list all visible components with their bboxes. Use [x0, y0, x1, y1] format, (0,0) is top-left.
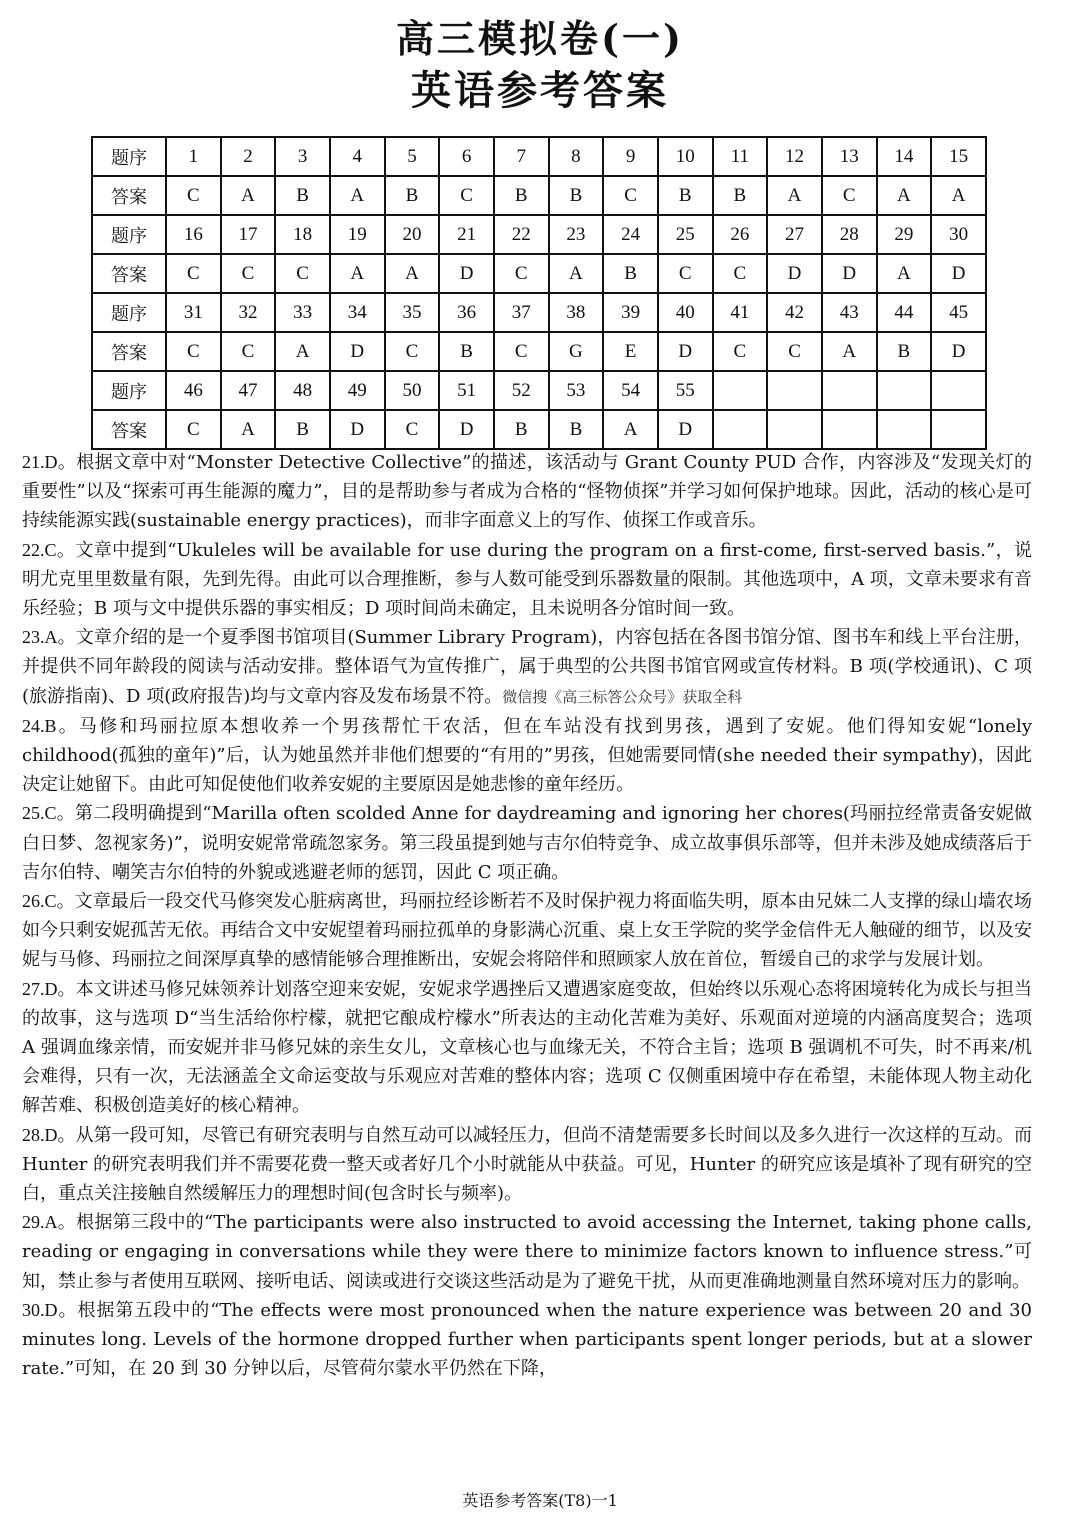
explanation-number: 21.D。	[22, 452, 77, 472]
answer-cell: A	[330, 254, 385, 293]
question-number-cell	[931, 371, 986, 410]
question-number-cell: 49	[330, 371, 385, 410]
question-number-cell: 29	[877, 215, 932, 254]
answer-cell: D	[439, 410, 494, 449]
explanation-item	[22, 887, 1032, 975]
explanation-number: 22.C。	[22, 539, 76, 560]
question-number-cell: 51	[439, 371, 494, 410]
question-number-row	[92, 215, 986, 254]
explanation-number: 23.A。	[22, 627, 76, 648]
answer-row-label: 答案	[92, 410, 166, 449]
explanation-item	[22, 536, 1032, 624]
answer-cell: C	[385, 410, 440, 449]
answer-cell: D	[931, 332, 986, 371]
question-number-cell: 11	[713, 137, 768, 176]
explanation-text: 文章中提到“Ukuleles will be available for use during the program on a first-come, first-served basis.”，说明尤克里里数量有限，先到先得。由此可以合理推断，参与人数可能受到乐器数量的限制。其他选项中，A 项，文章未要求有音乐经验；B 项与文中提供乐器的事实相反；D 项时间尚未确定，且未说明各分馆时间一致。	[22, 539, 1032, 620]
answer-cell: D	[767, 254, 822, 293]
question-row-label: 题序	[92, 293, 166, 332]
title-block	[0, 0, 1080, 118]
question-number-cell: 41	[713, 293, 768, 332]
question-number-cell: 3	[275, 137, 330, 176]
answer-cell: C	[603, 176, 658, 215]
answer-cell: C	[494, 332, 549, 371]
question-number-cell: 2	[221, 137, 276, 176]
explanation-text: 根据第五段中的“The effects were most pronounced when the nature experience was between 20 and 30 minutes long. Levels of the hormone dropped further when participants spent longer periods, but at a slower rate.”可知，在 20 到 30 分钟以后，尽管荷尔蒙水平仍然在下降，	[22, 1299, 1032, 1380]
page-subtitle: 英语参考答案	[411, 67, 669, 114]
question-number-cell: 8	[549, 137, 604, 176]
answer-cell: D	[439, 254, 494, 293]
explanation-item	[22, 799, 1032, 887]
explanation-number: 30.D。	[22, 1299, 78, 1320]
answer-cell: A	[877, 254, 932, 293]
question-number-cell: 1	[166, 137, 221, 176]
answer-cell: A	[221, 410, 276, 449]
answer-cell: C	[221, 254, 276, 293]
answer-cell: C	[658, 254, 713, 293]
answer-cell: C	[166, 254, 221, 293]
question-number-cell: 31	[166, 293, 221, 332]
answer-cell	[713, 410, 768, 449]
question-number-cell: 35	[385, 293, 440, 332]
answer-cell: G	[549, 332, 604, 371]
explanation-text: 本文讲述马修兄妹领养计划落空迎来安妮，安妮求学遇挫后又遭遇家庭变故，但始终以乐观心态将困境转化为成长与担当的故事，这与选项 D“当生活给你柠檬，就把它酿成柠檬水”所表达的主动化苦难为美好、乐观面对逆境的内涵高度契合；选项 A 强调血缘亲情，而安妮并非马修兄妹的亲生女儿，文章核心也与血缘无关，不符合主旨；选项 B 强调机不可失，时不再来/机会难得，只有一次，无法涵盖全文命运变故与乐观应对苦难的整体内容；选项 C 仅侧重困境中存在希望，未能体现人物主动化解苦难、积极创造美好的核心精神。	[22, 978, 1032, 1117]
answer-cell: B	[385, 176, 440, 215]
question-number-cell: 22	[494, 215, 549, 254]
question-number-cell: 40	[658, 293, 713, 332]
question-number-cell: 7	[494, 137, 549, 176]
question-number-cell: 34	[330, 293, 385, 332]
answer-row-label: 答案	[92, 176, 166, 215]
question-number-cell: 12	[767, 137, 822, 176]
question-number-cell: 15	[931, 137, 986, 176]
answer-cell: B	[494, 176, 549, 215]
question-number-cell: 52	[494, 371, 549, 410]
answer-cell: B	[658, 176, 713, 215]
explanation-text: 根据第三段中的“The participants were also instructed to avoid accessing the Internet, taking phone calls, reading or engaging in conversations while they were there to minimize factors known to influence stress.”可知，禁止参与者使用互联网、接听电话、阅读或进行交谈这些活动是为了避免干扰，从而更准确地测量自然环境对压力的影响。	[22, 1212, 1032, 1292]
question-number-cell: 37	[494, 293, 549, 332]
question-number-cell: 42	[767, 293, 822, 332]
explanation-number: 24.B。	[22, 715, 79, 736]
explanation-number: 29.A。	[22, 1212, 77, 1233]
answer-cell: C	[494, 254, 549, 293]
explanation-item	[22, 712, 1032, 800]
question-number-cell: 30	[931, 215, 986, 254]
answer-row	[92, 410, 986, 449]
answer-cell: B	[275, 410, 330, 449]
explanation-number: 26.C。	[22, 891, 75, 912]
question-number-cell: 53	[549, 371, 604, 410]
answer-cell: D	[822, 254, 877, 293]
explanation-item	[22, 1121, 1032, 1209]
answer-cell: A	[603, 410, 658, 449]
answer-table	[91, 136, 987, 450]
question-number-cell: 9	[603, 137, 658, 176]
question-number-cell: 44	[877, 293, 932, 332]
answer-cell: A	[931, 176, 986, 215]
page-footer: 英语参考答案(T8)一1	[462, 1491, 618, 1510]
answer-cell: C	[385, 332, 440, 371]
explanation-number: 27.D。	[22, 978, 76, 999]
answer-cell: C	[275, 254, 330, 293]
answer-cell: E	[603, 332, 658, 371]
explanation-text: 文章最后一段交代马修突发心脏病离世，玛丽拉经诊断若不及时保护视力将面临失明，原本由兄妹二人支撑的绿山墙农场如今只剩安妮孤苦无依。再结合文中安妮望着玛丽拉孤单的身影满心沉重、桌上女王学院的奖学金信件无人触碰的细节，以及安妮与马修、玛丽拉之间深厚真挚的感情能够合理推断出，安妮会将陪伴和照顾家人放在首位，暂缓自己的求学与发展计划。	[22, 891, 1032, 971]
answer-cell: C	[767, 332, 822, 371]
answer-cell	[767, 410, 822, 449]
answer-cell: C	[822, 176, 877, 215]
answer-cell: B	[439, 332, 494, 371]
question-number-cell: 28	[822, 215, 877, 254]
question-number-cell: 36	[439, 293, 494, 332]
answer-cell: D	[330, 410, 385, 449]
answer-cell: A	[221, 176, 276, 215]
question-row-label: 题序	[92, 371, 166, 410]
question-number-cell: 32	[221, 293, 276, 332]
explanation-text: 根据文章中对“Monster Detective Collective”的描述，该活动与 Grant County PUD 合作，内容涉及“发现关灯的重要性”以及“探索可再生能源的魔力”，目的是帮助参与者成为合格的“怪物侦探”并学习如何保护地球。因此，活动的核心是可持续能源实践(sustainable energy practices)，而非字面意义上的写作、侦探工作或音乐。	[22, 452, 1033, 532]
answer-cell: C	[166, 332, 221, 371]
question-number-cell: 27	[767, 215, 822, 254]
question-number-cell	[822, 371, 877, 410]
explanation-item	[22, 1208, 1032, 1296]
answer-cell: D	[658, 332, 713, 371]
question-number-cell: 24	[603, 215, 658, 254]
answer-cell	[877, 410, 932, 449]
question-number-cell: 47	[221, 371, 276, 410]
explanations	[22, 448, 1032, 1384]
explanation-item	[22, 448, 1032, 536]
answer-cell: C	[221, 332, 276, 371]
question-number-cell: 16	[166, 215, 221, 254]
answer-row	[92, 254, 986, 293]
answer-cell: A	[385, 254, 440, 293]
explanation-number: 25.C。	[22, 803, 75, 824]
explanation-text: 从第一段可知，尽管已有研究表明与自然互动可以减轻压力，但尚不清楚需要多长时间以及多久进行一次这样的互动。而 Hunter 的研究表明我们并不需要花费一整天或者好几个小时就能从中获益。可见，Hunter 的研究应该是填补了现有研究的空白，重点关注接触自然缓解压力的理想时间(包含时长与频率)。	[22, 1124, 1032, 1205]
explanation-text: 文章介绍的是一个夏季图书馆项目(Summer Library Program)，内容包括在各图书馆分馆、图书车和线上平台注册，并提供不同年龄段的阅读与活动安排。整体语气为宣传推广，属于典型的公共图书馆官网或宣传材料。B 项(学校通讯)、C 项(旅游指南)、D 项(政府报告)均与文章内容及发布场景不符。	[22, 627, 1033, 707]
answer-cell: B	[713, 176, 768, 215]
question-row-label: 题序	[92, 215, 166, 254]
question-number-cell: 14	[877, 137, 932, 176]
question-number-cell: 33	[275, 293, 330, 332]
question-number-cell: 23	[549, 215, 604, 254]
question-number-cell: 10	[658, 137, 713, 176]
question-number-cell: 55	[658, 371, 713, 410]
answer-cell: C	[166, 176, 221, 215]
question-number-cell: 54	[603, 371, 658, 410]
answer-cell	[931, 410, 986, 449]
explanation-item	[22, 975, 1032, 1121]
question-number-cell	[767, 371, 822, 410]
answer-row	[92, 332, 986, 371]
answer-cell: A	[822, 332, 877, 371]
question-number-cell: 43	[822, 293, 877, 332]
question-number-cell: 38	[549, 293, 604, 332]
explanation-text: 马修和玛丽拉原本想收养一个男孩帮忙干农活，但在车站没有找到男孩，遇到了安妮。他们得知安妮“lonely childhood(孤独的童年)”后，认为她虽然并非他们想要的“有用的”男孩，但她需要同情(she needed their sympathy)，因此决定让她留下。由此可知促使他们收养安妮的主要原因是她悲惨的童年经历。	[22, 715, 1032, 796]
page-title: 高三模拟卷(一)	[396, 16, 684, 61]
question-number-cell: 26	[713, 215, 768, 254]
answer-cell: A	[275, 332, 330, 371]
explanation-number: 28.D。	[22, 1124, 76, 1145]
answer-cell: B	[877, 332, 932, 371]
explanation-item	[22, 623, 1032, 712]
answer-cell: A	[767, 176, 822, 215]
answer-cell: C	[713, 254, 768, 293]
watermark-note: 微信搜《高三标答公众号》获取全科	[502, 687, 743, 706]
answer-cell: A	[330, 176, 385, 215]
answer-cell: B	[549, 410, 604, 449]
explanation-text: 第二段明确提到“Marilla often scolded Anne for daydreaming and ignoring her chores(玛丽拉经常责备安妮做白日梦、忽视家务)”，说明安妮常常疏忽家务。第三段虽提到她与吉尔伯特竞争、成立故事俱乐部等，但并未涉及她成绩落后于吉尔伯特、嘲笑吉尔伯特的外貌或逃避老师的惩罚，因此 C 项正确。	[22, 803, 1032, 883]
answer-cell: B	[549, 176, 604, 215]
answer-cell: D	[658, 410, 713, 449]
answer-cell: B	[275, 176, 330, 215]
question-number-cell: 50	[385, 371, 440, 410]
answer-cell: A	[877, 176, 932, 215]
answer-cell: B	[494, 410, 549, 449]
answer-cell: C	[439, 176, 494, 215]
answer-row	[92, 176, 986, 215]
question-number-cell: 48	[275, 371, 330, 410]
question-number-cell: 17	[221, 215, 276, 254]
question-number-cell: 5	[385, 137, 440, 176]
answer-cell: B	[603, 254, 658, 293]
answer-cell: C	[713, 332, 768, 371]
answer-row-label: 答案	[92, 332, 166, 371]
question-number-cell: 21	[439, 215, 494, 254]
question-number-cell: 4	[330, 137, 385, 176]
question-row-label: 题序	[92, 137, 166, 176]
answer-cell: D	[330, 332, 385, 371]
question-number-row	[92, 371, 986, 410]
question-number-row	[92, 137, 986, 176]
question-number-cell: 18	[275, 215, 330, 254]
question-number-cell: 6	[439, 137, 494, 176]
question-number-cell: 19	[330, 215, 385, 254]
question-number-cell	[713, 371, 768, 410]
question-number-cell: 20	[385, 215, 440, 254]
answer-cell: D	[931, 254, 986, 293]
question-number-row	[92, 293, 986, 332]
question-number-cell: 13	[822, 137, 877, 176]
explanation-item	[22, 1296, 1032, 1384]
question-number-cell	[877, 371, 932, 410]
question-number-cell: 45	[931, 293, 986, 332]
answer-row-label: 答案	[92, 254, 166, 293]
answer-cell: A	[549, 254, 604, 293]
question-number-cell: 46	[166, 371, 221, 410]
answer-cell	[822, 410, 877, 449]
answer-cell: C	[166, 410, 221, 449]
question-number-cell: 39	[603, 293, 658, 332]
question-number-cell: 25	[658, 215, 713, 254]
